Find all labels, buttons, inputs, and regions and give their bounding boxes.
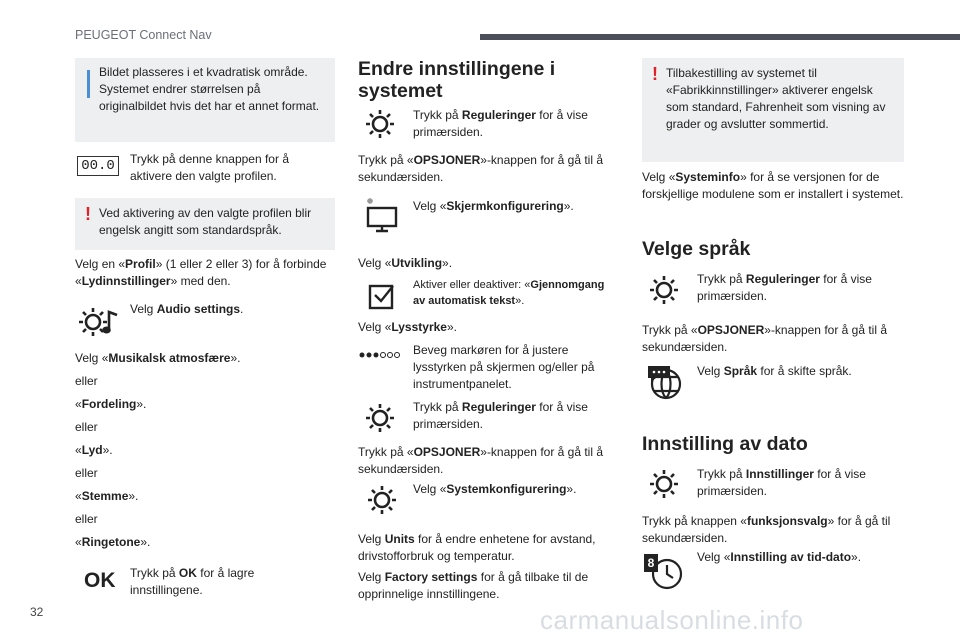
c3-sprak-1: Trykk på Reguleringer for å vise primærsiden. <box>697 272 872 303</box>
c2-text-11: Velg Units for å endre enhetene for avstand, drivstofforbruk og temperatur. <box>358 532 596 563</box>
gear-icon-4 <box>642 464 688 504</box>
c2-text-8: Trykk på Reguleringer for å vise primærsiden. <box>413 400 588 431</box>
c2-text-9: Trykk på «OPSJONER»-knappen for å gå til å sekundærsiden. <box>358 445 604 476</box>
info-box <box>75 58 335 142</box>
warning-box-factory-text: Tilbakestilling av systemet til «Fabrikkinnstillinger» aktiverer engelsk som standard, Fahrenheit som visning av grader og avslutter sommertid. <box>666 66 886 131</box>
info-box-text: Bildet plasseres i et kvadratisk område. Systemet endrer størrelsen på originalbildet hvis det har et annet format. <box>99 65 320 113</box>
ok-icon: OK <box>84 569 116 592</box>
c2-text-5: Aktiver eller deaktiver: «Gjennomgang av automatisk tekst». <box>413 279 605 307</box>
gear-icon-2 <box>358 398 404 438</box>
screen-icon <box>360 196 406 236</box>
gear-music-icon <box>78 302 124 342</box>
brightness-dots-icon <box>358 344 404 384</box>
watermark: carmanualsonline.info <box>540 605 804 635</box>
eller-3: eller <box>75 466 98 480</box>
running-header: PEUGEOT Connect Nav <box>75 28 212 42</box>
time-icon: 00.0 <box>77 156 119 176</box>
c3-sprak-2: Trykk på «OPSJONER»-knappen for å gå til å sekundærsiden. <box>642 323 888 354</box>
ringetone-text: «Ringetone». <box>75 535 151 549</box>
musikalsk-text: Velg «Musikalsk atmosfære». <box>75 351 241 365</box>
c3-dato-1: Trykk på Innstillinger for å vise primærsiden. <box>697 467 866 498</box>
section-title-dato: Innstilling av dato <box>642 433 808 455</box>
c2-text-3: Velg «Skjermkonfigurering». <box>413 199 574 213</box>
warning-box-factory <box>642 58 904 162</box>
c2-text-1: Trykk på Reguleringer for å vise primærsiden. <box>413 108 588 139</box>
c3-dato-2: Trykk på knappen «funksjonsvalg» for å gå til sekundærsiden. <box>642 514 891 545</box>
gear-icon-3 <box>642 270 688 310</box>
section-title-endre: Endre innstillingene i systemet <box>358 58 556 102</box>
gear-system-icon <box>360 480 406 520</box>
c2-text-7: Beveg markøren for å justere lysstyrken på skjermen og/eller på instrumentpanelet. <box>413 343 595 391</box>
warning-box-text: Ved aktivering av den valgte profilen blir engelsk angitt som standardspråk. <box>99 206 312 237</box>
eller-1: eller <box>75 374 98 388</box>
c3-dato-3: Velg «Innstilling av tid-dato». <box>697 550 862 564</box>
ok-text: Trykk på OK for å lagre innstillingene. <box>130 566 255 597</box>
header-bar <box>480 34 960 40</box>
velg-profil-text: Velg en «Profil» (1 eller 2 eller 3) for å forbinde «Lydinnstillinger» med den. <box>75 257 327 288</box>
warning-box <box>75 198 335 250</box>
systeminfo-text: Velg «Systeminfo» for å se versjonen for de forskjellige modulene som er installert i systemet. <box>642 170 904 201</box>
c3-sprak-3: Velg Språk for å skifte språk. <box>697 364 852 378</box>
c2-text-12: Velg Factory settings for å gå tilbake til de opprinnelige innstillingene. <box>358 570 589 601</box>
audio-settings-text: Velg Audio settings. <box>130 302 244 316</box>
time-text: Trykk på denne knappen for å aktivere den valgte profilen. <box>130 152 289 183</box>
info-icon <box>87 70 90 98</box>
lyd-text: «Lyd». <box>75 443 113 457</box>
c2-text-2: Trykk på «OPSJONER»-knappen for å gå til å sekundærsiden. <box>358 153 604 184</box>
eller-2: eller <box>75 420 98 434</box>
c2-text-4: Velg «Utvikling». <box>358 256 453 270</box>
c2-text-10: Velg «Systemkonfigurering». <box>413 482 577 496</box>
warning-icon: ! <box>85 204 91 224</box>
section-title-sprak: Velge språk <box>642 238 751 260</box>
warning-icon-2: ! <box>652 64 658 84</box>
badge-8: 8 <box>644 554 658 572</box>
c2-text-6: Velg «Lysstyrke». <box>358 320 457 334</box>
language-bubble-icon <box>644 362 690 402</box>
stemme-text: «Stemme». <box>75 489 139 503</box>
fordeling-text: «Fordeling». <box>75 397 147 411</box>
gear-icon <box>358 104 404 144</box>
eller-4: eller <box>75 512 98 526</box>
page-number: 32 <box>30 605 44 619</box>
checkbox-icon <box>360 276 406 316</box>
